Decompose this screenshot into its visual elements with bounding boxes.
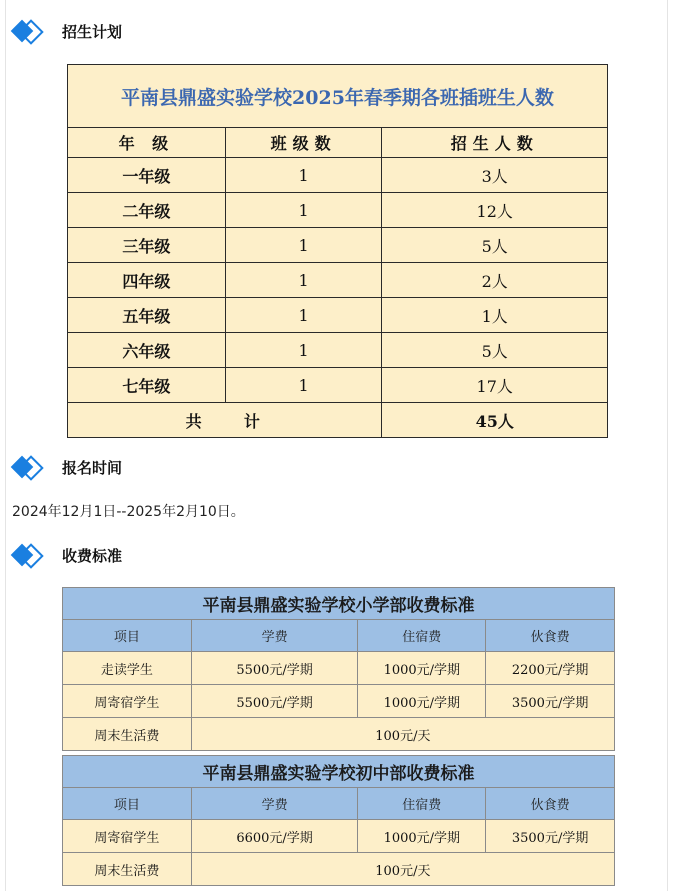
tuition-cell: 6600元/学期	[191, 820, 358, 853]
tuition-cell: 5500元/学期	[191, 685, 358, 718]
classes-cell: 1	[225, 193, 382, 228]
grade-cell: 三年级	[68, 228, 226, 263]
table-row	[63, 685, 615, 718]
classes-cell: 1	[225, 368, 382, 403]
header-tuition: 学费	[191, 788, 358, 820]
table-row	[68, 193, 608, 228]
header-tuition: 学费	[191, 620, 358, 652]
grade-cell: 四年级	[68, 263, 226, 298]
boarding-cell: 1000元/学期	[358, 685, 486, 718]
count-cell: 17人	[382, 368, 608, 403]
boarding-cell: 1000元/学期	[358, 820, 486, 853]
enrollment-table-title: 平南县鼎盛实验学校2025年春季期各班插班生人数	[68, 65, 608, 128]
classes-cell: 1	[225, 298, 382, 333]
count-cell: 5人	[382, 228, 608, 263]
right-border	[667, 0, 668, 891]
grade-cell: 二年级	[68, 193, 226, 228]
meals-cell: 2200元/学期	[486, 652, 615, 685]
weekend-value: 100元/天	[191, 718, 614, 751]
middle-fee-title: 平南县鼎盛实验学校初中部收费标准	[63, 756, 615, 788]
tuition-cell: 5500元/学期	[191, 652, 358, 685]
table-row	[68, 298, 608, 333]
section-fees-header	[12, 540, 122, 570]
section-plan-title: 招生计划	[62, 22, 123, 41]
weekend-label: 周末生活费	[63, 718, 192, 751]
grade-cell: 六年级	[68, 333, 226, 368]
table-row	[68, 228, 608, 263]
left-border	[5, 0, 6, 891]
item-cell: 周寄宿学生	[63, 685, 192, 718]
primary-fee-table	[62, 587, 615, 751]
classes-cell: 1	[225, 158, 382, 193]
section-time-title: 报名时间	[62, 458, 123, 477]
grade-cell: 一年级	[68, 158, 226, 193]
table-row	[68, 368, 608, 403]
diamond-bullet-icon	[12, 452, 44, 482]
middle-fee-table	[62, 755, 615, 886]
meals-cell: 3500元/学期	[486, 820, 615, 853]
section-time-header	[12, 452, 122, 482]
item-cell: 走读学生	[63, 652, 192, 685]
classes-cell: 1	[225, 228, 382, 263]
table-row	[68, 263, 608, 298]
registration-time-text: 2024年12月1日--2025年2月10日。	[12, 504, 245, 520]
section-fees-title: 收费标准	[62, 546, 123, 565]
table-row	[68, 158, 608, 193]
boarding-cell: 1000元/学期	[358, 652, 486, 685]
diamond-bullet-icon	[12, 16, 44, 46]
section-plan-header	[12, 16, 122, 46]
weekend-label: 周末生活费	[63, 853, 192, 886]
grade-cell: 五年级	[68, 298, 226, 333]
header-item: 项目	[63, 788, 192, 820]
classes-cell: 1	[225, 263, 382, 298]
primary-fee-title: 平南县鼎盛实验学校小学部收费标准	[63, 588, 615, 620]
count-cell: 5人	[382, 333, 608, 368]
header-grade: 年 级	[68, 128, 226, 158]
table-row	[63, 652, 615, 685]
header-item: 项目	[63, 620, 192, 652]
header-count: 招生人数	[382, 128, 608, 158]
total-value: 45人	[382, 403, 608, 438]
meals-cell: 3500元/学期	[486, 685, 615, 718]
table-row	[68, 333, 608, 368]
count-cell: 12人	[382, 193, 608, 228]
total-row	[68, 403, 608, 438]
weekend-value: 100元/天	[191, 853, 614, 886]
enrollment-table	[67, 64, 608, 438]
count-cell: 2人	[382, 263, 608, 298]
header-meals: 伙食费	[486, 620, 615, 652]
weekend-row	[63, 853, 615, 886]
count-cell: 3人	[382, 158, 608, 193]
grade-cell: 七年级	[68, 368, 226, 403]
diamond-bullet-icon	[12, 540, 44, 570]
header-boarding: 住宿费	[358, 620, 486, 652]
header-classes: 班级数	[225, 128, 382, 158]
classes-cell: 1	[225, 333, 382, 368]
weekend-row	[63, 718, 615, 751]
header-meals: 伙食费	[486, 788, 615, 820]
count-cell: 1人	[382, 298, 608, 333]
total-label: 共 计	[68, 403, 382, 438]
table-row	[63, 820, 615, 853]
header-boarding: 住宿费	[358, 788, 486, 820]
item-cell: 周寄宿学生	[63, 820, 192, 853]
